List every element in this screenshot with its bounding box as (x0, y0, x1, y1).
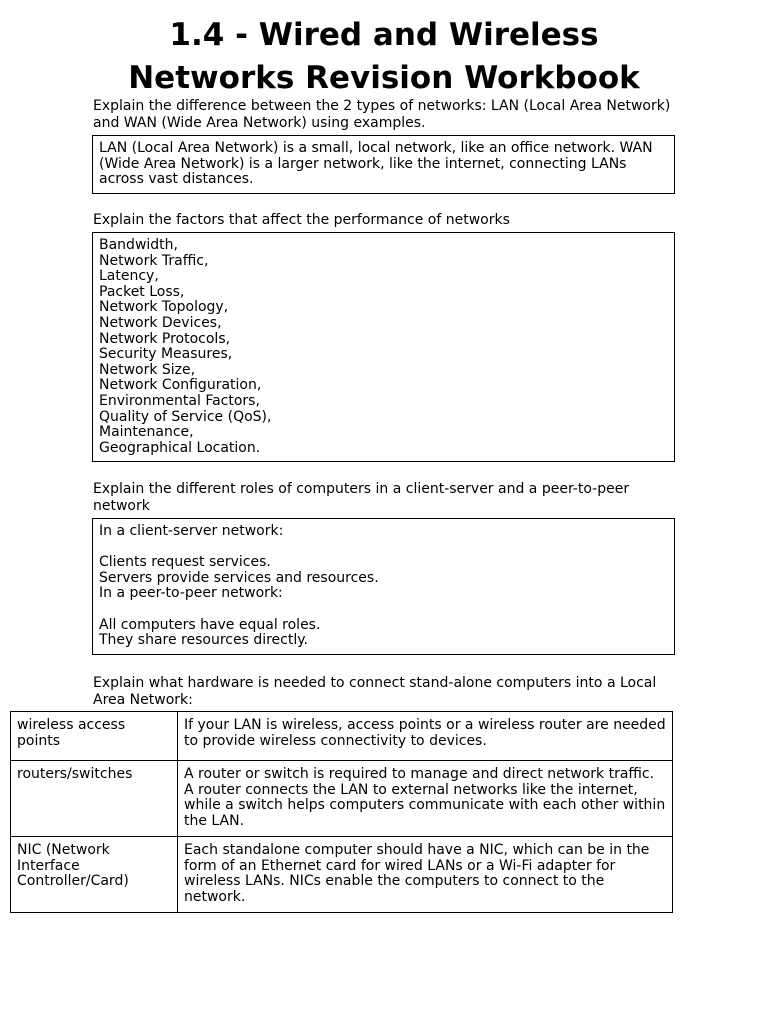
answer-line: across vast distances. (99, 171, 254, 188)
hardware-item-cell[interactable]: routers/switches (11, 761, 178, 837)
answer-line: Environmental Factors, (99, 392, 260, 409)
table-row (11, 837, 673, 913)
question-1-answer-box[interactable] (92, 135, 675, 194)
answer-line: Packet Loss, (99, 283, 185, 300)
answer-line: Quality of Service (QoS), (99, 408, 272, 425)
answer-line: Network Size, (99, 361, 196, 378)
answer-line: They share resources directly. (99, 632, 308, 649)
answer-blank-line (99, 540, 668, 556)
hardware-table (10, 711, 673, 913)
page-title (0, 14, 768, 100)
hardware-description-cell[interactable]: A router or switch is required to manage and direct network traffic. A router connects the LAN to external networks like the internet, while a switch helps computers communicate with each other within the LAN. (178, 761, 673, 837)
page-title-line-1: 1.4 - Wired and Wireless (169, 17, 599, 53)
answer-line: Servers provide services and resources. (99, 569, 379, 586)
question-2-answer-box[interactable] (92, 232, 675, 462)
answer-blank-line (99, 602, 668, 618)
answer-line: Latency, (99, 268, 159, 285)
answer-line: Maintenance, (99, 424, 194, 441)
answer-line: In a peer-to-peer network: (99, 585, 283, 602)
answer-line: Security Measures, (99, 346, 233, 363)
question-4-prompt: Explain what hardware is needed to connect stand-alone computers into a Local Area Network: (93, 675, 657, 708)
hardware-item-cell[interactable]: wireless access points (11, 712, 178, 761)
table-row (11, 712, 673, 761)
table-row (11, 761, 673, 837)
hardware-description-cell[interactable]: If your LAN is wireless, access points or a wireless router are needed to provide wireless connectivity to devices. (178, 712, 673, 761)
answer-line: All computers have equal roles. (99, 616, 321, 633)
answer-line: Network Traffic, (99, 252, 209, 269)
answer-line: Clients request services. (99, 554, 271, 571)
answer-line: Network Topology, (99, 299, 229, 316)
hardware-item-cell[interactable]: NIC (Network Interface Controller/Card) (11, 837, 178, 913)
question-1-prompt: Explain the difference between the 2 types of networks: LAN (Local Area Network) and WAN (Wide Area Network) using examples. (93, 98, 671, 131)
answer-line: Network Configuration, (99, 377, 262, 394)
page-title-line-2: Networks Revision Workbook (128, 60, 640, 96)
answer-line: In a client-server network: (99, 523, 284, 539)
hardware-description-cell[interactable]: Each standalone computer should have a NIC, which can be in the form of an Ethernet card for wired LANs or a Wi-Fi adapter for wireless LANs. NICs enable the computers to connect to the network. (178, 837, 673, 913)
answer-line: Network Devices, (99, 314, 222, 331)
question-2-prompt: Explain the factors that affect the performance of networks (93, 212, 510, 228)
question-3-answer-box[interactable] (92, 518, 675, 655)
answer-line: (Wide Area Network) is a larger network, like the internet, connecting LANs (99, 155, 627, 172)
answer-line: LAN (Local Area Network) is a small, local network, like an office network. WAN (99, 140, 653, 156)
answer-line: Network Protocols, (99, 330, 231, 347)
question-3-prompt: Explain the different roles of computers in a client-server and a peer-to-peer network (93, 481, 630, 514)
answer-line: Bandwidth, (99, 237, 178, 253)
answer-line: Geographical Location. (99, 439, 261, 456)
